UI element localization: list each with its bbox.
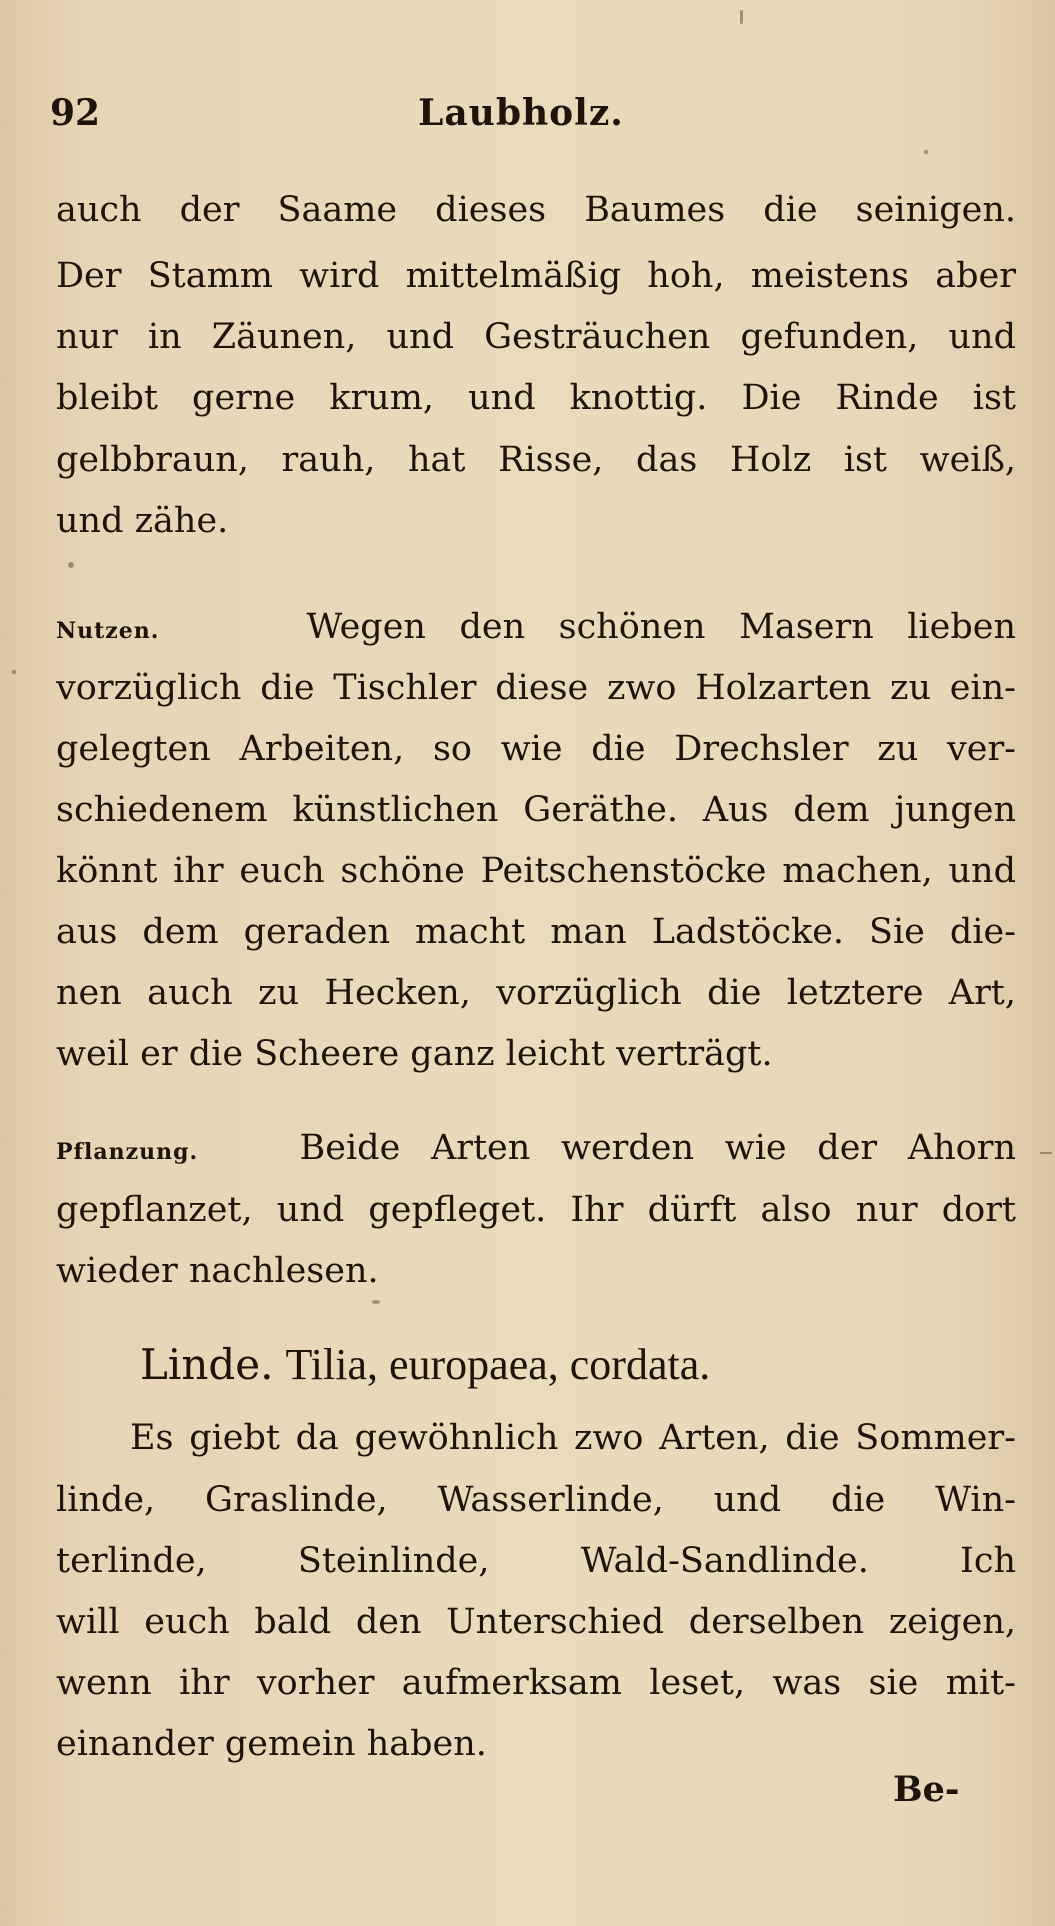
text-line: aus dem geraden macht man Ladstöcke. Sie die- [56,912,1016,952]
section-heading-linde [140,1330,960,1400]
text-line: könnt ihr euch schöne Peitschenstöcke machen, und [56,851,1016,891]
pflanzung-first-line [56,1118,1016,1178]
nutzen-first-line [56,597,1016,657]
ink-speck [924,150,928,154]
marginal-label-pflanzung: Pflanzung. [56,1139,199,1165]
text-line: bleibt gerne krum, und knottig. Die Rinde ist [56,378,1016,418]
text-line: vorzüglich die Tischler diese zwo Holzarten zu ein- [56,668,1016,708]
text-line: und zähe. [56,501,229,541]
text-line: Der Stamm wird mittelmäßig hoh, meistens aber [56,256,1016,296]
text-line: gelegten Arbeiten, so wie die Drechsler zu ver- [56,729,1016,769]
marginal-label-nutzen: Nutzen. [56,618,160,644]
text-line: will euch bald den Unterschied derselben zeigen, [56,1602,1016,1642]
text-line: nen auch zu Hecken, vorzüglich die letztere Art, [56,973,1016,1013]
text-line: wenn ihr vorher aufmerksam leset, was sie mit- [56,1663,1016,1703]
heading-latin: Tilia, europaea, cordata. [285,1340,711,1389]
page-header [0,92,1055,142]
ink-speck [12,670,16,674]
running-title: Laubholz. [418,92,624,134]
ink-speck [372,1300,380,1304]
text-line: wieder nachlesen. [56,1251,379,1291]
text-line: gelbbraun, rauh, hat Risse, das Holz ist weiß, [56,440,1016,480]
text-line: weil er die Scheere ganz leicht verträgt. [56,1034,773,1074]
ink-speck [68,562,74,568]
ink-speck [1040,1152,1052,1154]
text-line: Beide Arten werden wie der Ahorn [299,1128,1016,1168]
ink-speck [740,10,743,24]
text-line: einander gemein haben. [56,1724,487,1764]
text-line: auch der Saame dieses Baumes die seinigen. [56,190,1016,230]
catchword: Be- [893,1769,960,1810]
text-line: schiedenem künstlichen Geräthe. Aus dem jungen [56,790,1016,830]
text-line: linde, Graslinde, Wasserlinde, und die Win- [56,1480,1016,1520]
page-number: 92 [50,92,101,134]
text-line: Es giebt da gewöhnlich zwo Arten, die Sommer- [130,1418,1016,1458]
text-line: gepflanzet, und gepfleget. Ihr dürft also nur dort [56,1190,1016,1230]
text-line: terlinde, Steinlinde, Wald-Sandlinde. Ich [56,1541,1016,1581]
text-line: nur in Zäunen, und Gesträuchen gefunden, und [56,317,1016,357]
heading-german: Linde. [140,1340,274,1389]
text-line: Wegen den schönen Masern lieben [306,607,1016,647]
